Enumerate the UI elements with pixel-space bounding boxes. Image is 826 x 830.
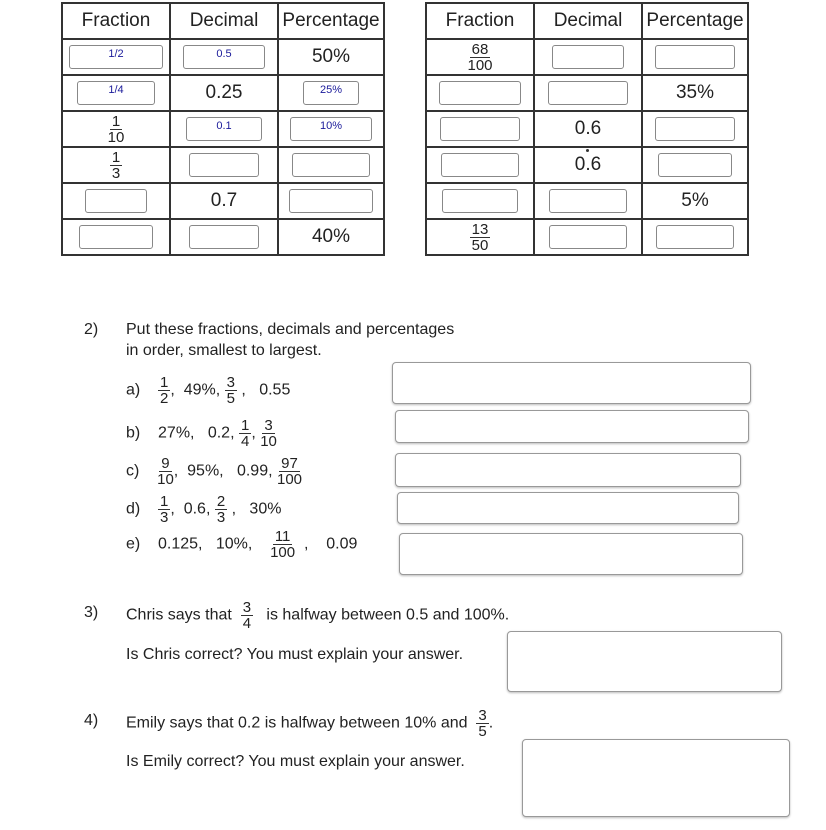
answer-box-a[interactable] — [392, 362, 751, 404]
conversion-table-1 — [61, 2, 385, 256]
decimal-input[interactable] — [549, 189, 627, 213]
answer-box-4[interactable] — [522, 739, 790, 817]
item-d: d) $\frac{1}{3}$ , 0.6, $\frac{2}{3}$ , 30% — [126, 493, 282, 526]
fraction-input[interactable]: 1/4 — [77, 81, 155, 105]
answer-box-c[interactable] — [395, 453, 741, 487]
answer-box-3[interactable] — [507, 631, 782, 692]
conversion-table-2 — [425, 2, 749, 256]
answer-box-d[interactable] — [397, 492, 739, 524]
question-number: 3) — [84, 604, 99, 621]
question-number: 2) — [84, 321, 99, 338]
decimal-value: 0.25 — [170, 75, 278, 111]
decimal-input[interactable]: 0.1 — [186, 117, 262, 141]
header-percentage: Percentage — [642, 3, 748, 39]
fraction-input[interactable] — [439, 81, 521, 105]
percentage-input[interactable]: 25% — [303, 81, 359, 105]
question-text: in order, smallest to largest. — [126, 342, 322, 359]
percentage-input[interactable]: 10% — [290, 117, 372, 141]
percentage-input[interactable] — [289, 189, 373, 213]
question-text: Put these fractions, decimals and percentages — [126, 321, 455, 338]
decimal-value: 0.6 — [534, 111, 642, 147]
decimal-input[interactable] — [549, 225, 627, 249]
question-4-ask: Is Emily correct? You must explain your answer. — [126, 753, 465, 770]
header-decimal: Decimal — [170, 3, 278, 39]
decimal-input[interactable] — [189, 153, 259, 177]
fraction-value: $\frac{1}{3}$ — [111, 148, 121, 182]
item-e: e) 0.125, 10%, $\frac{11}{100}$ , 0.09 — [126, 528, 358, 561]
percentage-input[interactable] — [656, 225, 734, 249]
recurring-decimal-value: 0.6 — [574, 154, 602, 175]
header-fraction: Fraction — [426, 3, 534, 39]
decimal-input[interactable] — [552, 45, 624, 69]
percentage-input[interactable] — [655, 117, 735, 141]
fraction-input[interactable] — [79, 225, 153, 249]
item-b: b) 27%, 0.2, $\frac{1}{4}$ , $\frac{3}{10}$ — [126, 417, 277, 450]
fraction-value: $\frac{1}{10}$ — [107, 112, 125, 146]
answer-box-b[interactable] — [395, 410, 749, 443]
decimal-input[interactable] — [189, 225, 259, 249]
fraction-input[interactable] — [442, 189, 518, 213]
percentage-value: 40% — [278, 219, 384, 255]
answer-box-e[interactable] — [399, 533, 743, 575]
question-number: 4) — [84, 712, 99, 729]
fraction-input[interactable] — [440, 117, 520, 141]
percentage-value: 35% — [642, 75, 748, 111]
percentage-input[interactable] — [655, 45, 735, 69]
fraction-value: $\frac{68}{100}$ — [467, 40, 493, 74]
decimal-input[interactable] — [548, 81, 628, 105]
header-fraction: Fraction — [62, 3, 170, 39]
fraction-input[interactable] — [441, 153, 519, 177]
item-a: a) $\frac{1}{2}$ , 49%, $\frac{3}{5}$ , 0.55 — [126, 374, 291, 407]
decimal-input[interactable]: 0.5 — [183, 45, 265, 69]
percentage-value: 50% — [278, 39, 384, 75]
fraction-input[interactable]: 1/2 — [69, 45, 163, 69]
header-decimal: Decimal — [534, 3, 642, 39]
fraction-value: $\frac{13}{50}$ — [471, 220, 489, 254]
decimal-value: 0.7 — [170, 183, 278, 219]
item-c: c) $\frac{9}{10}$ , 95%, 0.99, $\frac{97}{100}$ — [126, 455, 303, 488]
question-3-text: Chris says that $\frac{3}{4}$ is halfway between 0.5 and 100%. — [126, 599, 510, 632]
question-4-text: Emily says that 0.2 is halfway between 10% and $\frac{3}{5}$ . — [126, 707, 494, 740]
percentage-input[interactable] — [658, 153, 732, 177]
fraction-input[interactable] — [85, 189, 147, 213]
question-3-ask: Is Chris correct? You must explain your answer. — [126, 646, 464, 663]
header-percentage: Percentage — [278, 3, 384, 39]
percentage-value: 5% — [642, 183, 748, 219]
percentage-input[interactable] — [292, 153, 370, 177]
